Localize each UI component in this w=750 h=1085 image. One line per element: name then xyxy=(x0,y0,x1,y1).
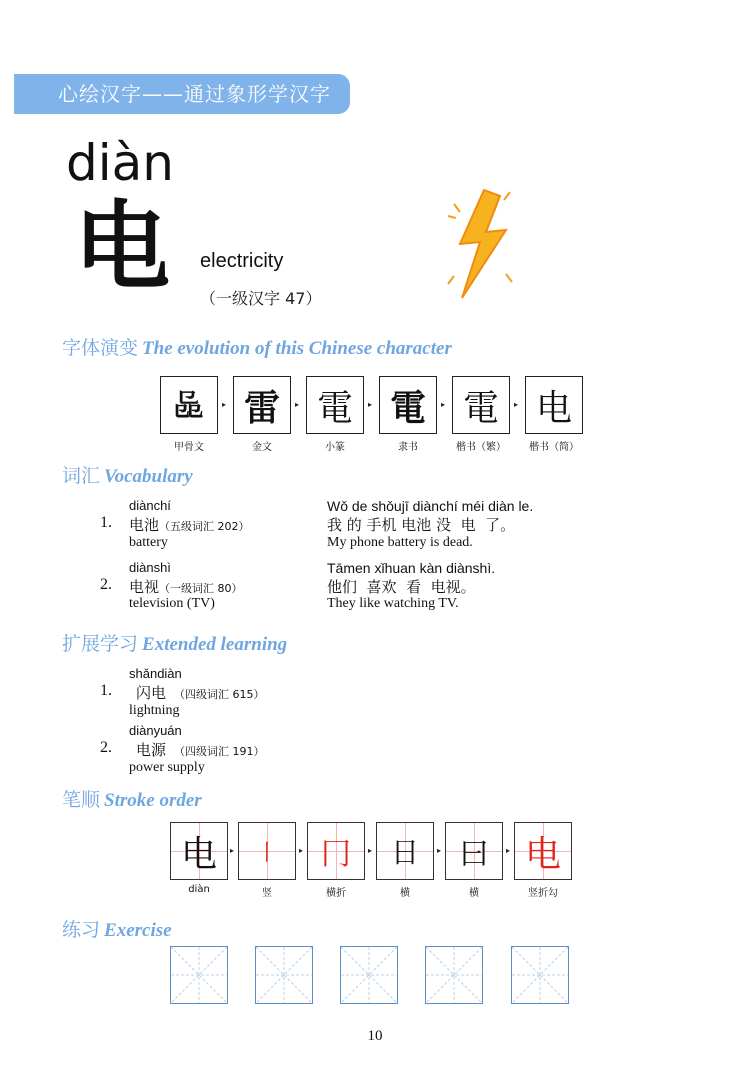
vocab-pinyin: diànchí xyxy=(129,498,171,513)
vocab-word-line xyxy=(129,514,250,535)
page-number: 10 xyxy=(367,1028,383,1044)
stroke-glyph: 电 xyxy=(524,833,561,875)
evolution-glyph: 電 xyxy=(462,387,499,429)
arrow-icon: ▸ xyxy=(514,400,519,409)
extended-english: power supply xyxy=(129,760,205,775)
evolution-glyph: 𠨕 xyxy=(174,389,203,422)
vocab-word-line xyxy=(129,576,243,597)
example-chinese: 他们 喜欢 看 电视。 xyxy=(327,578,476,596)
character-level: （一级汉字 47） xyxy=(200,289,322,308)
vocab-level: （五级词汇 202） xyxy=(159,520,250,533)
arrow-icon: ▸ xyxy=(222,400,227,409)
extended-title-cn: 扩展学习 xyxy=(62,633,139,655)
arrow-icon: ▸ xyxy=(437,846,442,855)
example-english: My phone battery is dead. xyxy=(327,535,473,550)
vocab-level: （一级词汇 80） xyxy=(159,582,243,595)
main-pinyin: diàn xyxy=(66,134,174,192)
lightning-icon xyxy=(436,186,520,304)
arrow-icon: ▸ xyxy=(295,400,300,409)
grid-lines-icon xyxy=(341,947,397,1003)
stroke-label: 竖折勾 xyxy=(528,888,558,899)
arrow-icon: ▸ xyxy=(368,400,373,409)
extended-word-line xyxy=(136,682,265,703)
extended-word: 电源 xyxy=(136,741,167,759)
vocabulary-title-cn: 词汇 xyxy=(62,465,101,487)
main-meaning: electricity xyxy=(200,250,284,272)
main-character: 电 xyxy=(74,190,170,303)
grid-lines-icon xyxy=(426,947,482,1003)
evolution-glyph: 電 xyxy=(389,386,426,429)
stroke-step-4 xyxy=(376,822,434,880)
example-english: They like watching TV. xyxy=(327,596,459,611)
grid-lines-icon xyxy=(512,947,568,1003)
extended-level: （四级词汇 615） xyxy=(174,688,265,701)
stroke-glyph: 日 xyxy=(390,836,419,869)
stroke-step-6 xyxy=(514,822,572,880)
stroke-label: 横 xyxy=(400,888,410,899)
practice-grid[interactable] xyxy=(511,946,569,1004)
evolution-glyph: 電 xyxy=(316,387,353,429)
extended-english: lightning xyxy=(129,703,180,718)
chapter-banner: 心绘汉字——通过象形学汉字 xyxy=(14,74,350,114)
grid-lines-icon xyxy=(256,947,312,1003)
stroke-label: diàn xyxy=(188,884,210,895)
stroke-label: 竖 xyxy=(262,888,272,899)
vocabulary-title-en: Vocabulary xyxy=(104,466,193,487)
practice-grid[interactable] xyxy=(170,946,228,1004)
vocab-number: 1. xyxy=(100,514,112,531)
evolution-glyph-seal xyxy=(306,376,364,434)
arrow-icon: ▸ xyxy=(299,846,304,855)
stroke-title-en: Stroke order xyxy=(104,790,202,811)
evolution-heading xyxy=(62,336,452,361)
stroke-step-3 xyxy=(307,822,365,880)
extended-word-line xyxy=(136,739,265,760)
evolution-label: 甲骨文 xyxy=(174,442,204,453)
extended-title-en: Extended learning xyxy=(142,634,288,655)
evolution-label: 楷书（繁） xyxy=(456,442,506,453)
extended-pinyin: shǎndiàn xyxy=(129,666,182,681)
example-chinese: 我 的 手机 电池 没 电 了。 xyxy=(327,516,516,534)
extended-heading xyxy=(62,632,287,657)
vocab-pinyin: diànshì xyxy=(129,560,171,575)
evolution-label: 金文 xyxy=(252,442,272,453)
arrow-icon: ▸ xyxy=(506,846,511,855)
evolution-label: 楷书（简） xyxy=(529,442,579,453)
evolution-glyph-simplified xyxy=(525,376,583,434)
example-pinyin: Tāmen xǐhuan kàn diànshì. xyxy=(327,560,496,576)
evolution-glyph: 雷 xyxy=(243,386,280,429)
practice-grid[interactable] xyxy=(425,946,483,1004)
vocab-word: 电池 xyxy=(129,516,160,534)
evolution-glyph-oracle xyxy=(160,376,218,434)
stroke-step-1 xyxy=(170,822,228,880)
stroke-glyph: 冂 xyxy=(321,837,351,872)
evolution-glyph-clerical xyxy=(379,376,437,434)
exercise-title-en: Exercise xyxy=(104,920,172,941)
vocabulary-heading xyxy=(62,464,193,489)
extended-number: 2. xyxy=(100,739,112,756)
extended-word: 闪电 xyxy=(136,684,167,702)
practice-grid[interactable] xyxy=(340,946,398,1004)
stroke-label: 横折 xyxy=(326,888,346,899)
stroke-glyph: 曰 xyxy=(459,837,489,872)
evolution-glyph: 电 xyxy=(535,387,572,429)
stroke-step-5 xyxy=(445,822,503,880)
stroke-label: 横 xyxy=(469,888,479,899)
evolution-glyph-traditional xyxy=(452,376,510,434)
arrow-icon: ▸ xyxy=(230,846,235,855)
stroke-glyph: 丨 xyxy=(255,840,278,866)
extended-level: （四级词汇 191） xyxy=(174,745,265,758)
stroke-step-2 xyxy=(238,822,296,880)
example-pinyin: Wǒ de shǒujī diànchí méi diàn le. xyxy=(327,498,534,514)
exercise-title-cn: 练习 xyxy=(62,919,101,941)
evolution-title-cn: 字体演变 xyxy=(62,337,139,359)
vocab-english: battery xyxy=(129,535,168,550)
vocab-word: 电视 xyxy=(129,578,160,596)
extended-pinyin: diànyuán xyxy=(129,723,182,738)
arrow-icon: ▸ xyxy=(441,400,446,409)
stroke-glyph: 电 xyxy=(180,833,217,875)
evolution-label: 小篆 xyxy=(325,442,345,453)
evolution-glyph-bronze xyxy=(233,376,291,434)
grid-lines-icon xyxy=(171,947,227,1003)
stroke-title-cn: 笔顺 xyxy=(62,789,101,811)
vocab-number: 2. xyxy=(100,576,112,593)
arrow-icon: ▸ xyxy=(368,846,373,855)
exercise-heading xyxy=(62,918,172,943)
extended-number: 1. xyxy=(100,682,112,699)
vocab-english: television (TV) xyxy=(129,596,215,611)
evolution-label: 隶书 xyxy=(398,442,418,453)
evolution-title-en: The evolution of this Chinese character xyxy=(142,338,452,359)
stroke-heading xyxy=(62,788,202,813)
practice-grid[interactable] xyxy=(255,946,313,1004)
